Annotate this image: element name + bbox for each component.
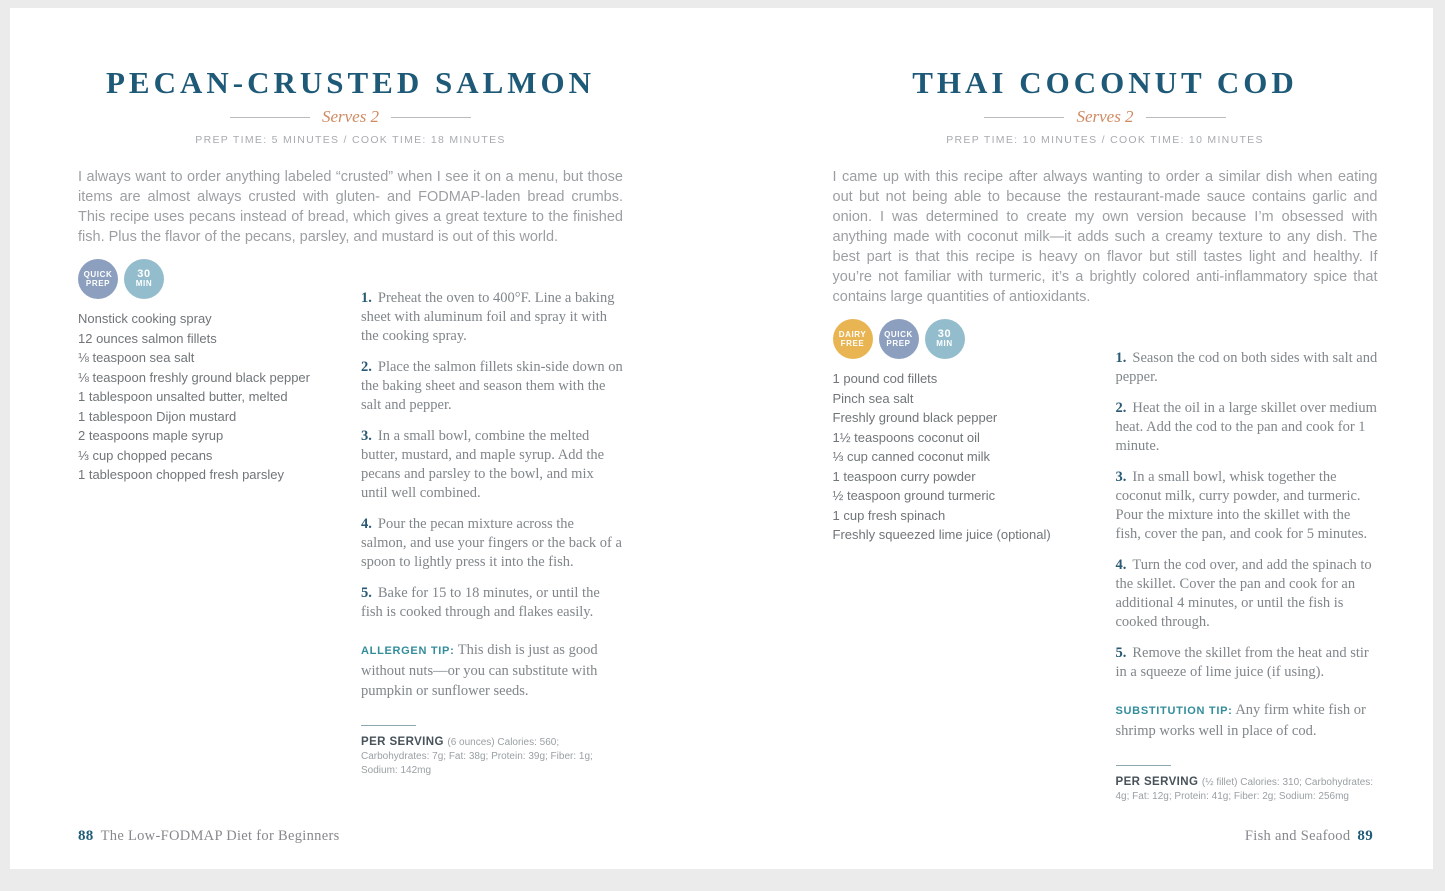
ingredient-item: 1 pound cod fillets bbox=[832, 371, 938, 386]
step-item bbox=[361, 584, 623, 622]
allergen-tip bbox=[361, 640, 623, 701]
page-number: 88 bbox=[78, 828, 94, 844]
step-number: 1. bbox=[1115, 350, 1127, 366]
footer-left bbox=[78, 828, 340, 845]
ingredient-item: 12 ounces salmon fillets bbox=[78, 330, 217, 346]
recipe-intro: I came up with this recipe after always wanting to order a similar dish when eating out but not being able to because the restaurant-made sauce contains garlic and onion. I was determined to create my own version because I’m obsessed with anything made with coconut milk—it adds such a creamy texture to any dish. The best part is that this recipe is heavy on flavor but still tastes light and healthy. If you’re not familiar with turmeric, it’s a brightly colored anti-inflammatory spice that contains large quantities of antioxidants. bbox=[832, 169, 1378, 305]
step-text: In a small bowl, combine the melted butter, mustard, and maple syrup. Add the pecans and parsley to the bowl, and mix until well combined. bbox=[361, 428, 605, 501]
step-text: Remove the skillet from the heat and stir in a squeeze of lime juice (if using). bbox=[1115, 645, 1369, 680]
badge-line-2: PREP bbox=[85, 279, 111, 288]
step-item bbox=[1116, 349, 1378, 387]
serves-rule-right bbox=[1146, 117, 1226, 118]
prep-cook-time: PREP TIME: 10 MINUTES / COOK TIME: 10 MINUTES bbox=[946, 134, 1264, 146]
step-number: 3. bbox=[1115, 469, 1127, 485]
serves-text: Serves 2 bbox=[1076, 107, 1134, 126]
badge-line-2: MIN bbox=[135, 279, 153, 288]
serves-row bbox=[833, 107, 1378, 127]
ingredient-item: 1 tablespoon chopped fresh parsley bbox=[78, 467, 284, 482]
step-text: Preheat the oven to 400°F. Line a baking sheet with aluminum foil and spray it with the cooking spray. bbox=[361, 290, 615, 344]
footer-right bbox=[1245, 828, 1373, 845]
badge-line-2: MIN bbox=[936, 339, 953, 348]
per-serving-text: (6 ounces) Calories: 560; Carbohydrates: 7g; Fat: 38g; Protein: 39g; Fiber: 1g; Sodium: 142mg bbox=[361, 737, 593, 776]
ingredient-item: 1½ teaspoons coconut oil bbox=[832, 429, 980, 445]
badge-line-1: DAIRY bbox=[838, 329, 867, 339]
recipe-badge bbox=[78, 259, 118, 299]
step-number: 4. bbox=[361, 516, 372, 532]
badge-line-2: FREE bbox=[840, 339, 865, 348]
ingredient-list bbox=[78, 309, 356, 485]
recipe-intro: I always want to order anything labeled “crusted” when I see it on a menu, but those items are almost always crusted with gluten- and FODMAP-laden bread crumbs. This recipe uses pecans instead of bread, which gives a great texture to the finished fish. Plus the flavor of the pecans, parsley, and mustard is out of this world. bbox=[78, 169, 623, 245]
ingredient-item: ⅓ cup chopped pecans bbox=[78, 447, 213, 463]
badge-row bbox=[78, 259, 356, 299]
step-item bbox=[361, 515, 623, 572]
recipe-body bbox=[78, 259, 623, 778]
ingredient-item: 2 teaspoons maple syrup bbox=[78, 428, 224, 443]
step-item bbox=[361, 289, 623, 346]
per-serving-rule bbox=[1116, 765, 1171, 766]
step-number: 5. bbox=[361, 585, 372, 601]
step-item bbox=[1116, 556, 1378, 632]
recipe-title: PECAN-CRUSTED SALMON bbox=[105, 65, 596, 100]
step-text: Heat the oil in a large skillet over medium heat. Add the cod to the pan and cook for 1 minute. bbox=[1115, 400, 1377, 454]
recipe-badge bbox=[124, 259, 164, 299]
recipe-pecan-crusted-salmon bbox=[78, 8, 623, 778]
step-item bbox=[361, 427, 623, 503]
per-serving-text: (½ fillet) Calories: 310; Carbohydrates: 4g; Fat: 12g; Protein: 41g; Fiber: 2g; Sodium: 256mg bbox=[1115, 777, 1374, 802]
step-number: 4. bbox=[1115, 557, 1127, 573]
page-right bbox=[722, 8, 1434, 869]
tip-label: ALLERGEN TIP: bbox=[361, 645, 455, 657]
step-item bbox=[1116, 399, 1378, 456]
serves-rule-left bbox=[984, 117, 1064, 118]
per-serving-label: PER SERVING bbox=[1115, 776, 1202, 788]
step-item bbox=[1116, 468, 1378, 544]
cookbook-spread bbox=[10, 8, 1433, 869]
step-number: 5. bbox=[1115, 645, 1127, 661]
recipe-badge bbox=[833, 319, 873, 359]
ingredients-column bbox=[78, 259, 356, 778]
step-text: Turn the cod over, and add the spinach to the skillet. Cover the pan and cook for an additional 4 minutes, or until the fish is cooked through. bbox=[1115, 557, 1372, 630]
step-number: 2. bbox=[1115, 400, 1127, 416]
badge-line-1: QUICK bbox=[83, 269, 113, 279]
per-serving-rule bbox=[361, 725, 416, 726]
recipe-header bbox=[833, 8, 1378, 146]
recipe-title: THAI COCONUT COD bbox=[912, 65, 1298, 100]
recipe-thai-coconut-cod bbox=[833, 8, 1378, 804]
step-list bbox=[1116, 349, 1378, 682]
step-number: 2. bbox=[361, 359, 372, 375]
book-title: The Low-FODMAP Diet for Beginners bbox=[100, 828, 340, 844]
ingredient-item: Pinch sea salt bbox=[832, 390, 914, 406]
step-number: 1. bbox=[361, 290, 372, 306]
step-item bbox=[1116, 644, 1378, 682]
step-text: In a small bowl, whisk together the coconut milk, curry powder, and turmeric. Pour the mixture into the skillet with the fish, cover the pan, and cook for 5 minutes. bbox=[1115, 469, 1368, 542]
step-list bbox=[361, 289, 623, 622]
tip-text: Any firm white fish or shrimp works well in place of cod. bbox=[1115, 702, 1366, 739]
steps-column bbox=[1116, 319, 1378, 804]
ingredient-item: ½ teaspoon ground turmeric bbox=[832, 488, 996, 503]
ingredient-item: ⅓ cup canned coconut milk bbox=[832, 449, 991, 464]
per-serving-label: PER SERVING bbox=[361, 736, 448, 748]
ingredient-item: Freshly ground black pepper bbox=[832, 410, 998, 425]
badge-line-1: 30 bbox=[937, 327, 952, 340]
recipe-badge bbox=[925, 319, 965, 359]
serves-rule-right bbox=[391, 117, 471, 118]
ingredient-item: 1 teaspoon curry powder bbox=[832, 468, 976, 484]
serves-text: Serves 2 bbox=[321, 107, 380, 126]
ingredient-item: 1 tablespoon unsalted butter, melted bbox=[78, 389, 288, 404]
steps-column bbox=[361, 259, 623, 778]
badge-line-1: QUICK bbox=[884, 329, 913, 339]
ingredient-item: Freshly squeezed lime juice (optional) bbox=[832, 527, 1051, 542]
recipe-body bbox=[833, 319, 1378, 804]
page-number: 89 bbox=[1357, 828, 1373, 844]
tip-text: This dish is just as good without nuts—or you can substitute with pumpkin or sunflower seeds. bbox=[361, 642, 598, 699]
ingredient-item: Nonstick cooking spray bbox=[78, 311, 212, 326]
badge-line-2: PREP bbox=[886, 339, 911, 348]
step-text: Pour the pecan mixture across the salmon, and use your fingers or the back of a spoon to lightly press it into the fish. bbox=[361, 516, 622, 570]
ingredient-item: ⅛ teaspoon freshly ground black pepper bbox=[78, 369, 310, 385]
step-text: Season the cod on both sides with salt and pepper. bbox=[1115, 350, 1378, 385]
step-number: 3. bbox=[361, 428, 372, 444]
badge-row bbox=[833, 319, 1111, 359]
badge-line-1: 30 bbox=[137, 267, 151, 280]
prep-cook-time: PREP TIME: 5 MINUTES / COOK TIME: 18 MINUTES bbox=[195, 134, 506, 146]
page-left bbox=[10, 8, 722, 869]
tip-label: SUBSTITUTION TIP: bbox=[1115, 705, 1233, 717]
ingredient-item: 1 cup fresh spinach bbox=[832, 507, 946, 523]
recipe-header bbox=[78, 8, 623, 146]
chapter-title: Fish and Seafood bbox=[1244, 828, 1351, 844]
step-text: Bake for 15 to 18 minutes, or until the fish is cooked through and flakes easily. bbox=[361, 585, 600, 620]
per-serving bbox=[1116, 775, 1378, 804]
recipe-badge bbox=[879, 319, 919, 359]
per-serving bbox=[361, 735, 623, 778]
substitution-tip bbox=[1116, 700, 1378, 741]
ingredient-item: 1 tablespoon Dijon mustard bbox=[78, 408, 237, 424]
ingredient-item: ⅛ teaspoon sea salt bbox=[78, 350, 195, 365]
serves-row bbox=[78, 107, 623, 127]
step-item bbox=[361, 358, 623, 415]
serves-rule-left bbox=[230, 117, 310, 118]
ingredients-column bbox=[833, 319, 1111, 804]
step-text: Place the salmon fillets skin-side down on the baking sheet and season them with the salt and pepper. bbox=[361, 359, 623, 413]
ingredient-list bbox=[833, 369, 1111, 545]
